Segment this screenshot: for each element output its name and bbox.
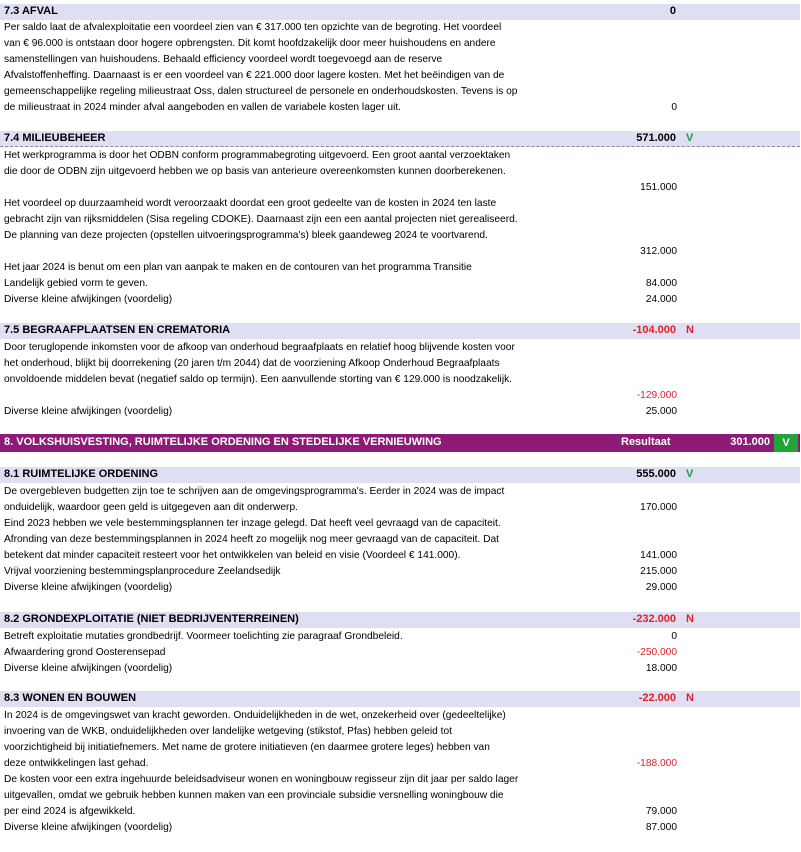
status-mark: V xyxy=(774,434,798,452)
amount: -129.000 xyxy=(636,390,677,401)
amount: 141.000 xyxy=(640,550,677,561)
text-line: Vrijval voorziening bestemmingsplanprocedure Zeelandsedijk xyxy=(4,566,281,577)
text-line: De planning van deze projecten (opstellen uitvoeringsprogramma's) bleek gaandeweg 2024 te voortvarend. xyxy=(4,230,488,241)
text-line: Diverse kleine afwijkingen (voordelig) xyxy=(4,663,173,674)
text-line: Afronding van deze bestemmingsplannen in 2024 heeft zo mogelijk nog meer gevraagd van de capaciteit. Dat xyxy=(4,534,499,545)
amount: 87.000 xyxy=(645,822,677,833)
status-mark: N xyxy=(686,613,694,625)
text-line: gemeenschappelijke regeling milieustraat Oss, dalen structureel de personele en onderhoudskosten. Tevens is op xyxy=(4,86,518,97)
section-value: 555.000 xyxy=(636,468,676,480)
amount: 215.000 xyxy=(640,566,677,577)
status-mark: N xyxy=(686,692,694,704)
text-line: deze ontwikkelingen last gehad. xyxy=(4,758,149,769)
program-title: 8. VOLKSHUISVESTING, RUIMTELIJKE ORDENING EN STEDELIJKE VERNIEUWING xyxy=(4,436,442,448)
text-line: Diverse kleine afwijkingen (voordelig) xyxy=(4,822,173,833)
text-line: Het werkprogramma is door het ODBN conform programmabegroting uitgevoerd. Een groot aantal verzoektaken xyxy=(4,150,511,161)
status-mark: N xyxy=(686,324,694,336)
text-line: de milieustraat in 2024 minder afval aangeboden en vallen de variabele kosten lager uit. xyxy=(4,102,402,113)
section-title: 7.3 AFVAL xyxy=(4,5,58,17)
text-line: Betreft exploitatie mutaties grondbedrijf. Voormeer toelichting zie paragraaf Grondbeleid. xyxy=(4,631,403,642)
section-header-wonen-en-bouwen xyxy=(0,691,800,707)
amount: 0 xyxy=(671,102,677,113)
amount: 24.000 xyxy=(645,294,677,305)
text-line: die door de ODBN zijn uitgevoerd hebben we op basis van anterieure overeenkomsten kunnen doorberekenen. xyxy=(4,166,506,177)
amount: 84.000 xyxy=(645,278,677,289)
section-title: 7.5 BEGRAAFPLAATSEN EN CREMATORIA xyxy=(4,324,231,336)
program-value: 301.000 xyxy=(730,436,770,448)
status-mark: V xyxy=(686,132,694,144)
section-title: 7.4 MILIEUBEHEER xyxy=(4,132,106,144)
text-line: onduidelijk, waardoor geen geld is uitgegeven aan dit onderwerp. xyxy=(4,502,298,513)
text-line: onvoldoende middelen bevat (negatief saldo op termijn). Een aanvullende storting van € 129.000 is noodzakelijk. xyxy=(4,374,513,385)
amount: 151.000 xyxy=(640,182,677,193)
text-line: In 2024 is de omgevingswet van kracht geworden. Onduidelijkheden in de wet, onzekerheid over (gedeeltelijke) xyxy=(4,710,506,721)
section-value: -104.000 xyxy=(632,324,676,336)
text-line: Eind 2023 hebben we vele bestemmingsplannen ter inzage gelegd. Dat heeft veel gevraagd van de capaciteit. xyxy=(4,518,501,529)
text-line: uitgevallen, omdat we gebruik hebben kunnen maken van een provinciale subsidie versnelling woningbouw die xyxy=(4,790,504,801)
section-title: 8.1 RUIMTELIJKE ORDENING xyxy=(4,468,159,480)
text-line: gebracht zijn van rijksmiddelen (Sisa regeling CDOKE). Daarnaast zijn een een aantal projecten niet gerealiseerd. xyxy=(4,214,518,225)
text-line: De overgebleven budgetten zijn toe te schrijven aan de omgevingsprogramma's. Eerder in 2024 was de impact xyxy=(4,486,505,497)
text-line: Door teruglopende inkomsten voor de afkoop van onderhoud begraafplaats en relatief hoog blijvende kosten voor xyxy=(4,342,515,353)
text-line: het onderhoud, blijkt bij doorrekening (20 jaren t/m 2044) dat de voorziening Afkoop Onderhoud Begraafplaats xyxy=(4,358,500,369)
text-line: invoering van de WKB, onduidelijkheden over landelijke wetgeving (stikstof, Pfas) hebben geleid tot xyxy=(4,726,452,737)
text-line: Diverse kleine afwijkingen (voordelig) xyxy=(4,406,173,417)
text-line: betekent dat minder capaciteit resteert voor het ontwikkelen van beleid en visie (Voordeel € 141.000). xyxy=(4,550,461,561)
text-line: van € 96.000 is ontstaan door hogere opbrengsten. Dit komt hoofdzakelijk door meer huishoudens en andere xyxy=(4,38,496,49)
text-line: voorzichtigheid bij initiatiefnemers. Met name de grotere initiatieven (en daarmee grotere leges) hebben van xyxy=(4,742,490,753)
section-header-begraafplaatsen xyxy=(0,323,800,339)
program-header-volkshuisvesting xyxy=(0,434,800,452)
section-header-afval xyxy=(0,4,800,20)
section-value: 571.000 xyxy=(636,132,676,144)
amount: -188.000 xyxy=(636,758,677,769)
text-line: per eind 2024 is afgewikkeld. xyxy=(4,806,136,817)
text-line: Het jaar 2024 is benut om een plan van aanpak te maken en de contouren van het programma Transitie xyxy=(4,262,472,273)
text-line: Landelijk gebied vorm te geven. xyxy=(4,278,148,289)
text-line: Afvalstoffenheffing. Daarnaast is er een voordeel van € 221.000 door lagere kosten. Met het beëindigen van de xyxy=(4,70,505,81)
amount: 18.000 xyxy=(645,663,677,674)
text-line: Het voordeel op duurzaamheid wordt veroorzaakt doordat een groot gedeelte van de kosten in 2024 ten laste xyxy=(4,198,497,209)
amount: 312.000 xyxy=(640,246,677,257)
section-header-grondexploitatie xyxy=(0,612,800,628)
section-value: -232.000 xyxy=(632,613,676,625)
section-value: 0 xyxy=(669,5,676,17)
text-line: Afwaardering grond Oosterensepad xyxy=(4,647,166,658)
section-title: 8.3 WONEN EN BOUWEN xyxy=(4,692,137,704)
section-header-milieubeheer xyxy=(0,131,800,147)
amount: -250.000 xyxy=(636,647,677,658)
section-header-ruimtelijke-ordening xyxy=(0,467,800,483)
result-label: Resultaat xyxy=(621,436,671,448)
amount: 170.000 xyxy=(640,502,677,513)
section-value: -22.000 xyxy=(638,692,676,704)
section-title: 8.2 GRONDEXPLOITATIE (NIET BEDRIJVENTERREINEN) xyxy=(4,613,299,625)
status-mark: V xyxy=(686,468,694,480)
text-line: Diverse kleine afwijkingen (voordelig) xyxy=(4,582,173,593)
text-line: samenstellingen van huishoudens. Behaald efficiency voordeel wordt toegevoegd aan de reserve xyxy=(4,54,443,65)
text-line: Diverse kleine afwijkingen (voordelig) xyxy=(4,294,173,305)
text-line: De kosten voor een extra ingehuurde beleidsadviseur wonen en woningbouw regisseur zijn dit jaar per saldo lager xyxy=(4,774,519,785)
amount: 79.000 xyxy=(645,806,677,817)
amount: 29.000 xyxy=(645,582,677,593)
amount: 0 xyxy=(671,631,677,642)
amount: 25.000 xyxy=(645,406,677,417)
text-line: Per saldo laat de afvalexploitatie een voordeel zien van € 317.000 ten opzichte van de begroting. Het voordeel xyxy=(4,22,502,33)
